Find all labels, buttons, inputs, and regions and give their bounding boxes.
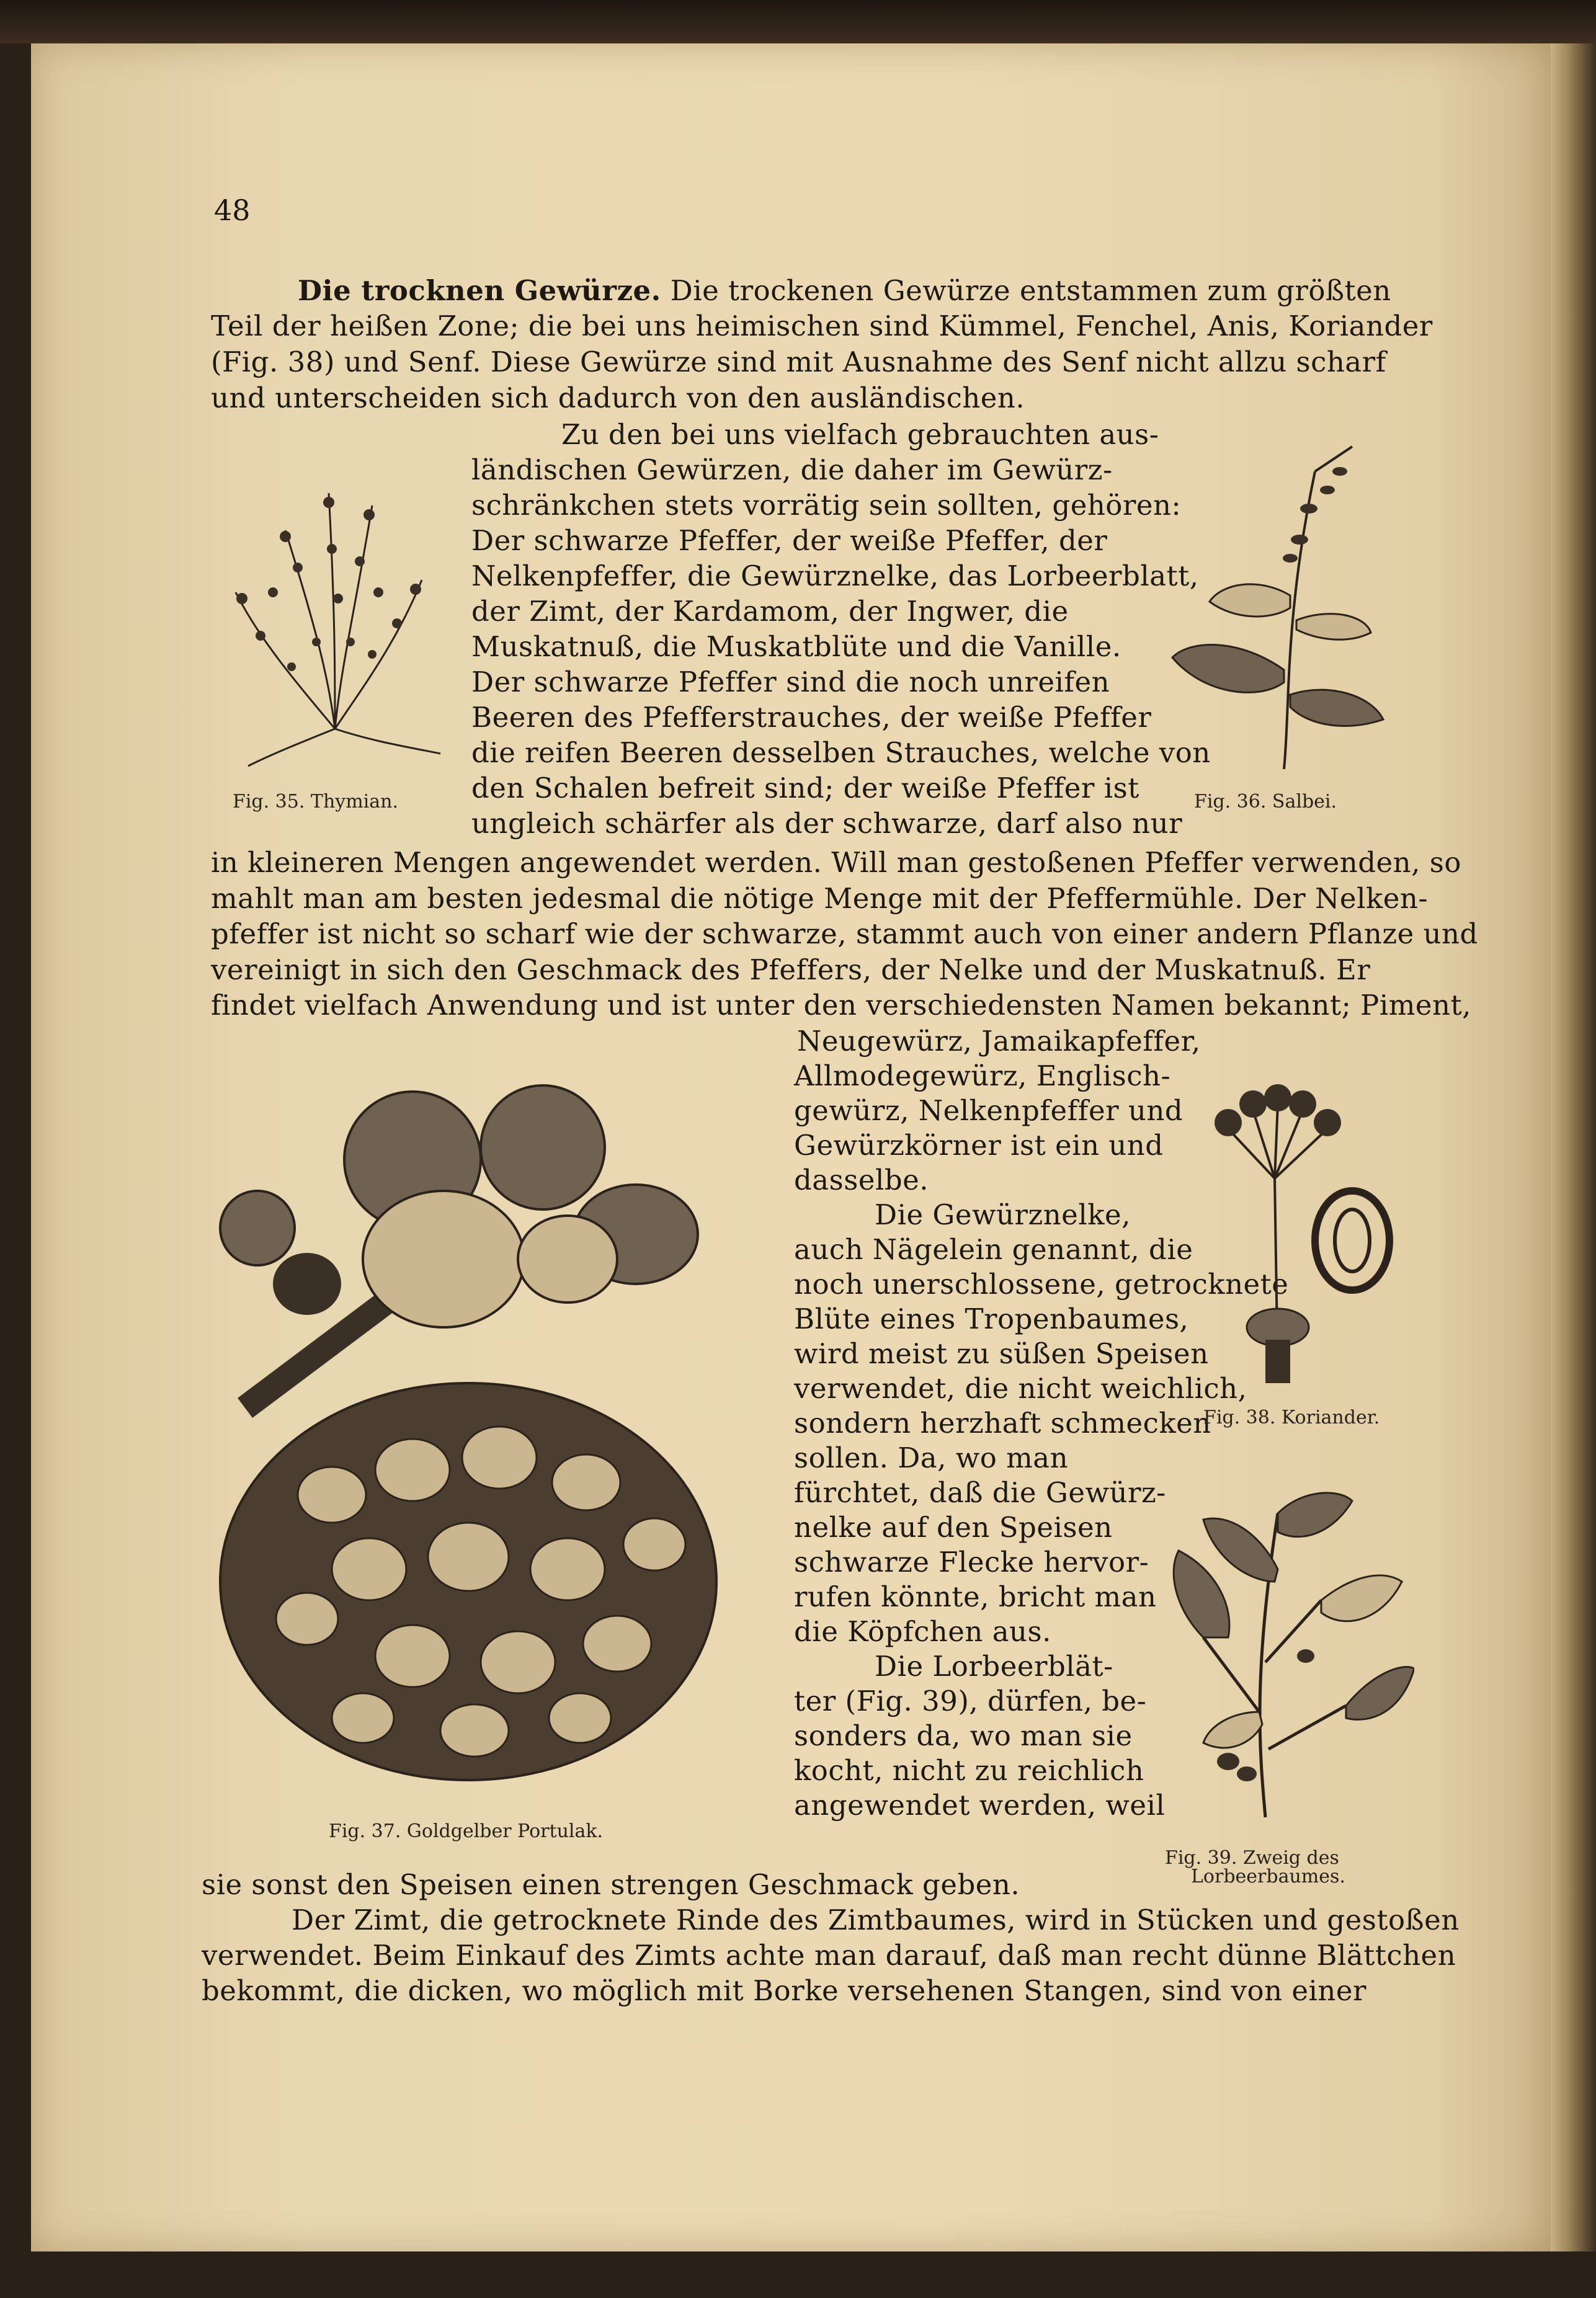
closing-line-1: sie sonst den Speisen einen strengen Geschmack geben.	[202, 1868, 1020, 1901]
narrow-line-17: rufen könnte, bricht man	[794, 1580, 1157, 1613]
section-heading: Die trocknen Gewürze.	[298, 274, 661, 307]
narrow-line-9: Blüte eines Tropenbaumes,	[794, 1303, 1189, 1335]
intro-line-3: (Fig. 38) und Senf. Diese Gewürze sind mit Ausnahme des Senf nicht allzu scharf	[211, 345, 1386, 378]
column-line-3: schränkchen stets vorrätig sein sollten, gehören:	[471, 489, 1182, 522]
intro-line-1: Die trocknen Gewürze. Die trockenen Gewürze entstammen zum größten	[298, 274, 1391, 307]
page-right-edge	[1551, 43, 1596, 2251]
column-line-11: den Schalen befreit sind; der weiße Pfeffer ist	[471, 772, 1139, 804]
narrow-line-2: Allmodegewürz, Englisch-	[794, 1059, 1171, 1092]
thyme-illustration	[211, 456, 459, 778]
closing-line-3: verwendet. Beim Einkauf des Zimts achte man darauf, daß man recht dünne Blättchen	[202, 1939, 1456, 1972]
narrow-line-19: Die Lorbeerblät-	[875, 1650, 1113, 1683]
column-line-2: ländischen Gewürzen, die daher im Gewürz-	[471, 453, 1113, 486]
column-line-9: Beeren des Pfefferstrauches, der weiße Pfeffer	[471, 701, 1152, 734]
narrow-line-6: Die Gewürznelke,	[875, 1198, 1131, 1231]
narrow-line-3: gewürz, Nelkenpfeffer und	[794, 1094, 1184, 1127]
narrow-line-16: schwarze Flecke hervor-	[794, 1546, 1149, 1579]
narrow-line-4: Gewürzkörner ist ein und	[794, 1129, 1164, 1162]
narrow-line-10: wird meist zu süßen Speisen	[794, 1337, 1209, 1370]
column-line-4: Der schwarze Pfeffer, der weiße Pfeffer, der	[471, 524, 1108, 557]
narrow-line-12: sondern herzhaft schmecken	[794, 1407, 1211, 1440]
fig38-caption: Fig. 38. Koriander.	[1203, 1407, 1380, 1428]
closing-line-2: Der Zimt, die getrocknete Rinde des Zimtbaumes, wird in Stücken und gestoßen	[292, 1904, 1460, 1936]
sage-illustration	[1166, 434, 1389, 782]
fig35-caption: Fig. 35. Thymian.	[233, 791, 398, 813]
column-line-1: Zu den bei uns vielfach gebrauchten aus-	[561, 418, 1159, 451]
narrow-line-8: noch unerschlossene, getrocknete	[794, 1268, 1289, 1301]
narrow-line-15: nelke auf den Speisen	[794, 1511, 1113, 1544]
column-line-7: Muskatnuß, die Muskatblüte und die Vanille.	[471, 630, 1121, 663]
narrow-line-18: die Köpfchen aus.	[794, 1615, 1051, 1648]
narrow-line-13: sollen. Da, wo man	[794, 1441, 1069, 1474]
fig39-caption-line1: Fig. 39. Zweig des	[1165, 1847, 1339, 1869]
closing-line-4: bekommt, die dicken, wo möglich mit Borke versehenen Stangen, sind von einer	[202, 1974, 1367, 2007]
fig36-caption: Fig. 36. Salbei.	[1194, 791, 1337, 813]
top-dark-border	[0, 0, 1596, 43]
intro-line-4: und unterscheiden sich dadurch von den ausländischen.	[211, 381, 1025, 414]
page-number: 48	[214, 194, 251, 227]
column-line-12: ungleich schärfer als der schwarze, darf also nur	[471, 807, 1183, 840]
laurel-branch-illustration	[1166, 1476, 1414, 1824]
narrow-line-21: sonders da, wo man sie	[794, 1719, 1133, 1752]
coriander-illustration	[1203, 1054, 1414, 1389]
narrow-line-23: angewendet werden, weil	[794, 1789, 1166, 1822]
purslane-illustration	[208, 1073, 785, 1799]
narrow-line-11: verwendet, die nicht weichlich,	[794, 1372, 1247, 1405]
narrow-line-5: dasselbe.	[794, 1164, 929, 1196]
column-line-8: Der schwarze Pfeffer sind die noch unreifen	[471, 666, 1110, 698]
narrow-line-20: ter (Fig. 39), dürfen, be-	[794, 1685, 1147, 1717]
narrow-line-22: kocht, nicht zu reichlich	[794, 1754, 1144, 1787]
body-line-4: vereinigt in sich den Geschmack des Pfeffers, der Nelke und der Muskatnuß. Er	[211, 953, 1371, 986]
fig37-caption: Fig. 37. Goldgelber Portulak.	[329, 1820, 604, 1842]
body-line-3: pfeffer ist nicht so scharf wie der schwarze, stammt auch von einer andern Pflanze und	[211, 917, 1478, 950]
column-line-5: Nelkenpfeffer, die Gewürznelke, das Lorbeerblatt,	[471, 559, 1199, 592]
column-line-6: der Zimt, der Kardamom, der Ingwer, die	[471, 595, 1069, 628]
body-line-5: findet vielfach Anwendung und ist unter den verschiedensten Namen bekannt; Piment,	[211, 989, 1471, 1022]
fig39-caption-line2: Lorbeerbaumes.	[1191, 1866, 1345, 1887]
column-line-10: die reifen Beeren desselben Strauches, welche von	[471, 736, 1211, 769]
narrow-line-1: Neugewürz, Jamaikapfeffer,	[797, 1025, 1201, 1058]
body-line-1: in kleineren Mengen angewendet werden. Will man gestoßenen Pfeffer verwenden, so	[211, 846, 1461, 879]
body-line-2: mahlt man am besten jedesmal die nötige Menge mit der Pfeffermühle. Der Nelken-	[211, 881, 1429, 915]
narrow-line-7: auch Nägelein genannt, die	[794, 1233, 1193, 1266]
narrow-line-14: fürchtet, daß die Gewürz-	[794, 1476, 1166, 1509]
intro-line-2: Teil der heißen Zone; die bei uns heimischen sind Kümmel, Fenchel, Anis, Koriander	[211, 310, 1433, 342]
